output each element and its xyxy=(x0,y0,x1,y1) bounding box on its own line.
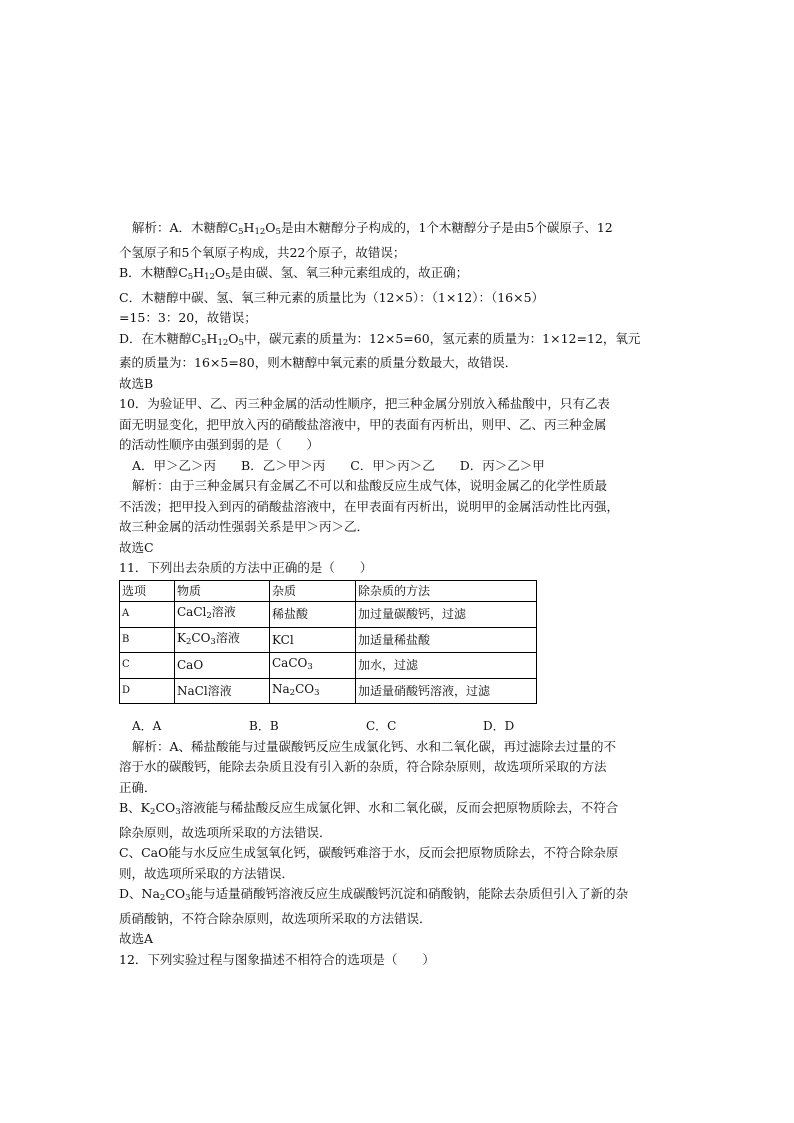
table-cell-substance: $K_2CO_3$溶液 xyxy=(175,627,270,653)
q10-stem-line1: 10．为验证甲、乙、丙三种金属的活动性顺序，把三种金属分别放入稀盐酸中，只有乙表 xyxy=(119,396,610,411)
table-cell-impurity: $Na_2CO_3$ xyxy=(270,678,356,704)
q10-explanation-line3: 故三种金属的活动性强弱关系是甲＞丙＞乙． xyxy=(119,519,370,534)
table-cell-option: C xyxy=(120,653,175,679)
table-row xyxy=(120,602,537,628)
q9-explanation-d-line2: 素的质量为：16×5=80，则木糖醇中氧元素的质量分数最大，故错误． xyxy=(119,355,518,370)
table-cell-method: 加水，过滤 xyxy=(356,653,537,679)
q11-explanation-c-line1: C、CaO能与水反应生成氢氧化钙，碳酸钙难溶于水，反而会把原物质除去，不符合除杂原 xyxy=(119,845,619,860)
q11-explanation-a-line1: 解析：A、稀盐酸能与过量碳酸钙反应生成氯化钙、水和二氧化碳，再过滤除去过量的不 xyxy=(132,738,617,754)
table-header-cell: 选项 xyxy=(120,580,175,602)
table-header-cell: 除杂质的方法 xyxy=(356,580,537,602)
document-body xyxy=(119,218,679,970)
q10-explanation-line2: 不活泼；把甲投入到丙的硝酸盐溶液中，在甲表面有丙析出，说明甲的金属活动性比丙强， xyxy=(119,498,620,514)
xylitol-formula: $C_5H_{12}O_5$ xyxy=(228,220,281,237)
q9-explanation-d-line1: D．在木糖醇$C_5H_{12}O_5$中，碳元素的质量为：12×5=60，氢元素的质量为：1×12=12，氧元 xyxy=(119,330,641,348)
table-header-cell: 物质 xyxy=(175,580,270,602)
q9-explanation-a-line1: 解析：A．木糖醇$C_5H_{12}O_5$是由木糖醇分子构成的，1个木糖醇分子是由5个碳原子、12 xyxy=(132,220,613,237)
q11-explanation-b-line2: 除杂原则，故选项所采取的方法错误． xyxy=(119,824,332,840)
table-row xyxy=(120,653,537,679)
q11-explanation-a-line2: 溶于水的碳酸钙，能除去杂质且没有引入新的杂质，符合除杂原则，故选项所采取的方法 xyxy=(119,759,607,774)
table-cell-impurity: KCl xyxy=(270,627,356,653)
q9-answer: 故选B xyxy=(119,375,154,391)
table-header-cell: 杂质 xyxy=(270,580,356,602)
q9-explanation-c-line2: =15：3：20，故错误； xyxy=(119,310,257,325)
q11-explanation-b-line1: B、$K_2CO_3$溶液能与稀盐酸反应生成氯化钾、水和二氧化碳，反而会把原物质除去，不符合 xyxy=(119,800,619,817)
table-cell-option: B xyxy=(120,627,175,653)
q10-options: A．甲＞乙＞丙 B．乙＞甲＞丙 C．甲＞丙＞乙 D．丙＞乙＞甲 xyxy=(132,457,545,473)
q11-explanation-c-line2: 则，故选项所采取的方法错误． xyxy=(119,865,295,881)
choice-c: C．C xyxy=(366,719,397,733)
table-cell-substance: CaO xyxy=(175,653,270,679)
choice-b: B．B xyxy=(249,719,279,733)
table-cell-substance: NaCl溶液 xyxy=(175,678,270,704)
q12-stem: 12．下列实验过程与图象描述不相符合的选项是（ ） xyxy=(119,951,435,967)
q9-explanation-a-line2: 个氢原子和5个氧原子构成，共22个原子，故错误； xyxy=(119,244,406,260)
q9-explanation-b: B．木糖醇$C_5H_{12}O_5$是由碳、氢、氧三种元素组成的，故正确； xyxy=(119,265,469,282)
table-cell-option: D xyxy=(120,678,175,704)
q10-explanation-line1: 解析：由于三种金属只有金属乙不可以和盐酸反应生成气体，说明金属乙的化学性质最 xyxy=(132,478,608,493)
q11-answer: 故选A xyxy=(119,931,154,946)
table-cell-option: A xyxy=(120,602,175,628)
q10-stem-line2: 面无明显变化，把甲放入丙的硝酸盐溶液中，甲的表面有丙析出，则甲、乙、丙三种金属 xyxy=(119,416,607,432)
q11-choices xyxy=(119,716,679,737)
table-header-row xyxy=(120,580,537,602)
choice-a: A．A xyxy=(132,719,162,733)
table-row xyxy=(120,627,537,653)
q11-options-table xyxy=(119,580,537,705)
choice-d: D．D xyxy=(483,719,515,733)
table-cell-method: 加过量碳酸钙，过滤 xyxy=(356,602,537,628)
table-row xyxy=(120,678,537,704)
q9-explanation-c-line1: C．木糖醇中碳、氢、氧三种元素的质量比为（12×5）：（1×12）：（16×5） xyxy=(119,289,545,305)
q11-explanation-d-line1: D、$Na_2CO_3$能与适量硝酸钙溶液反应生成碳酸钙沉淀和硝酸钠，能除去杂质但引入了新的杂 xyxy=(119,886,629,903)
table-cell-method: 加适量稀盐酸 xyxy=(356,627,537,653)
table-cell-method: 加适量硝酸钙溶液，过滤 xyxy=(356,678,537,704)
table-cell-substance: CaCl$_2$溶液 xyxy=(175,602,270,628)
q11-stem: 11．下列出去杂质的方法中正确的是（ ） xyxy=(119,560,373,575)
q10-answer: 故选C xyxy=(119,539,154,555)
q11-explanation-d-line2: 质硝酸钠，不符合除杂原则，故选项所采取的方法错误． xyxy=(119,910,432,926)
q10-stem-line3: 的活动性顺序由强到弱的是（ ） xyxy=(119,437,320,452)
table-cell-impurity: CaCO$_3$ xyxy=(270,653,356,679)
q11-explanation-a-line3: 正确． xyxy=(119,779,157,795)
table-cell-impurity: 稀盐酸 xyxy=(270,602,356,628)
